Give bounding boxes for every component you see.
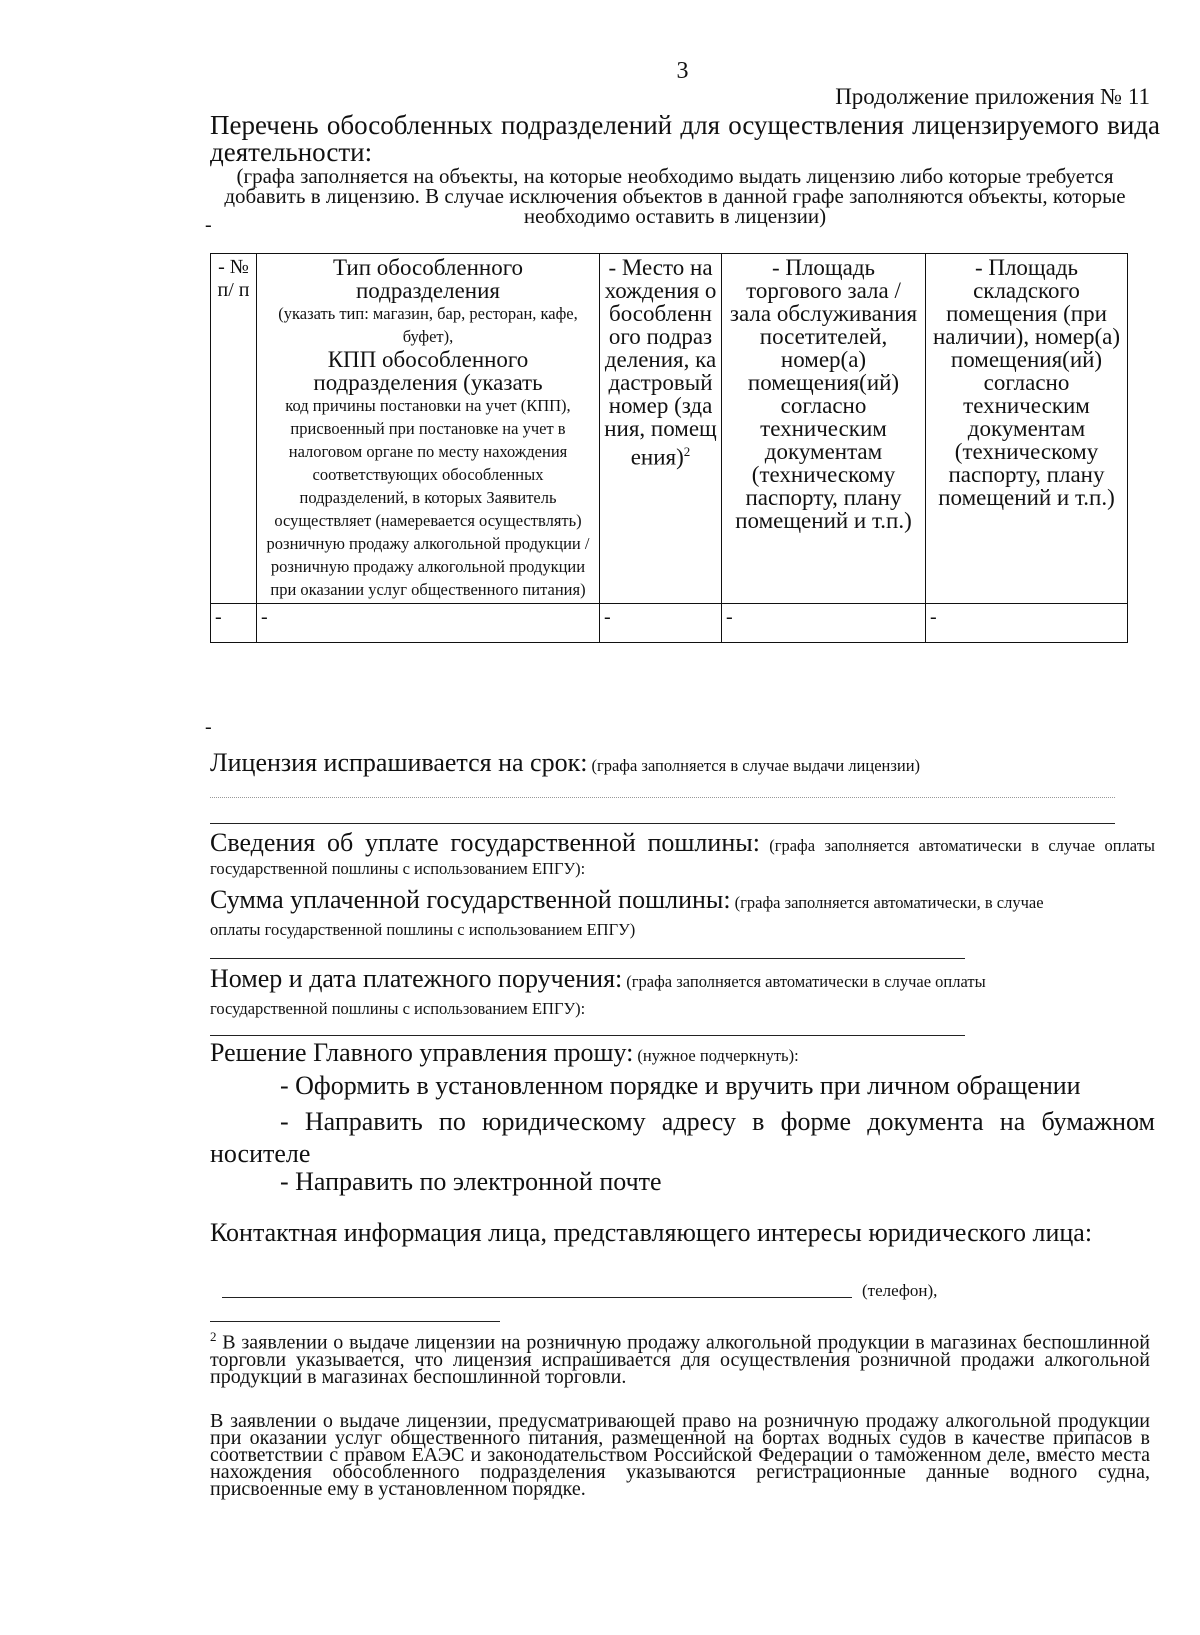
fee-amount-input-line[interactable] — [210, 958, 965, 959]
col-location-header — [600, 254, 722, 604]
decision-option-email[interactable]: - Направить по электронной почте — [280, 1167, 662, 1196]
contact-phone-input-line[interactable] — [222, 1297, 852, 1298]
license-term-note: (графа заполняется в случае выдачи лицензии) — [591, 756, 921, 775]
footnote-ref: 2 — [683, 444, 691, 459]
footnote-marker: 2 — [210, 1329, 217, 1344]
footnote-separator — [210, 1321, 500, 1322]
fee-info-field — [210, 828, 1156, 881]
continuation-label: Продолжение приложения № 11 — [835, 84, 1150, 109]
license-term-input-line[interactable] — [210, 823, 1115, 824]
table-header-row — [211, 254, 1128, 604]
decision-note: (нужное подчеркнуть): — [637, 1046, 799, 1065]
table-row — [211, 604, 1128, 643]
table-cell: - — [600, 604, 722, 643]
fee-info-note: (графа заполняется автоматически в случае оплаты государственной пошлины с использованием ЕПГУ): — [210, 836, 1156, 878]
fee-amount-note: (графа заполняется автоматически, в случае оплаты государственной пошлины с использованием ЕПГУ) — [210, 893, 1044, 939]
fee-amount-title: Сумма уплаченной государственной пошлины: — [210, 885, 731, 914]
col-type-title: Тип обособленного подразделения — [332, 255, 524, 303]
table-cell: - — [257, 604, 600, 643]
dash-mark: - — [205, 214, 212, 236]
table-cell: - — [926, 604, 1128, 643]
decision-title: Решение Главного управления прошу: — [210, 1038, 634, 1067]
col-kpp-title: КПП обособленного подразделения (указать — [313, 347, 543, 395]
col-kpp-hint: код причины постановки на учет (КПП), присвоенный при постановке на учет в налоговом органе по месту нахождения соответствующих обособленных подразделений, в которых Заявитель осуществляет (намеревается осуществлять) розничную продажу алкогольной продукции / розничную продажу алкогольной продукции при оказании услуг общественного питания) — [266, 396, 590, 599]
col-storage-area-header: - Площадь складского помещения (при наличии), номер(а) помещения(ий) согласно техническим документам (техническому паспорту, плану помещений и т.п.) — [926, 254, 1128, 604]
contact-phone-label: (телефон), — [862, 1281, 938, 1300]
dotted-separator — [210, 797, 1115, 798]
fee-amount-field — [210, 887, 1095, 944]
footnote-paragraph-2: В заявлении о выдаче лицензии, предусматривающей право на розничную продажу алкогольной продукции при оказании услуг общественного питания, размещенной на бортах водных судов в качестве припасов в соответствии с правом ЕАЭС и законодательством Российской Федерации о таможенном деле, вместо места нахождения обособленного подразделения указываются регистрационные данные водного судна, присвоенные ему в установленном порядке. — [210, 1410, 1150, 1500]
col-type-hint: (указать тип: магазин, бар, ресторан, кафе, буфет), — [278, 304, 578, 346]
col-location-text: - Место нахождения обособленного подразделения, кадастровый номер (здания, помещения) — [604, 255, 717, 470]
payment-order-note: (графа заполняется автоматически в случае оплаты государственной пошлины с использованием ЕПГУ): — [210, 972, 986, 1018]
decision-option-in-person[interactable]: - Оформить в установленном порядке и вручить при личном обращении — [280, 1071, 1081, 1100]
section-heading: Перечень обособленных подразделений для осуществления лицензируемого вида деятельности: — [210, 110, 1160, 167]
col-number-header: - № п/ п — [211, 254, 257, 604]
fee-info-title: Сведения об уплате государственной пошлины: — [210, 828, 760, 857]
section-heading-note: (графа заполняется на объекты, на которые необходимо выдать лицензию либо которые требуется добавить в лицензию. В случае исключения объектов в данной графе заполняются объекты, которые необходимо оставить в лицензии) — [224, 164, 1126, 228]
decision-field — [210, 1038, 799, 1068]
col-type-header — [257, 254, 600, 604]
footnote-text-1: В заявлении о выдаче лицензии на розничную продажу алкогольной продукции в магазинах беспошлинной торговли указывается, что лицензия испрашивается для осуществления розничной продажи алкогольной продукции в магазинах беспошлинной торговли. — [210, 1331, 1150, 1388]
contact-title: Контактная информация лица, представляющего интересы юридического лица: — [210, 1218, 1093, 1247]
footnote-paragraph-1 — [210, 1328, 1150, 1386]
table-cell: - — [722, 604, 926, 643]
page-number: 3 — [676, 58, 689, 84]
col-hall-area-header: - Площадь торгового зала / зала обслуживания посетителей, номер(а) помещения(ий) согласно техническим документам (техническому паспорту, плану помещений и т.п.) — [722, 254, 926, 604]
payment-order-title: Номер и дата платежного поручения: — [210, 964, 623, 993]
license-term-field — [210, 748, 920, 778]
table-cell: - — [211, 604, 257, 643]
decision-option-paper-mail[interactable]: - Направить по юридическому адресу в форме документа на бумажном носителе — [210, 1107, 1155, 1168]
units-table — [210, 253, 1128, 643]
license-term-title: Лицензия испрашивается на срок: — [210, 748, 588, 777]
payment-order-field — [210, 966, 990, 1023]
dash-mark: - — [205, 716, 212, 738]
payment-order-input-line[interactable] — [210, 1035, 965, 1036]
